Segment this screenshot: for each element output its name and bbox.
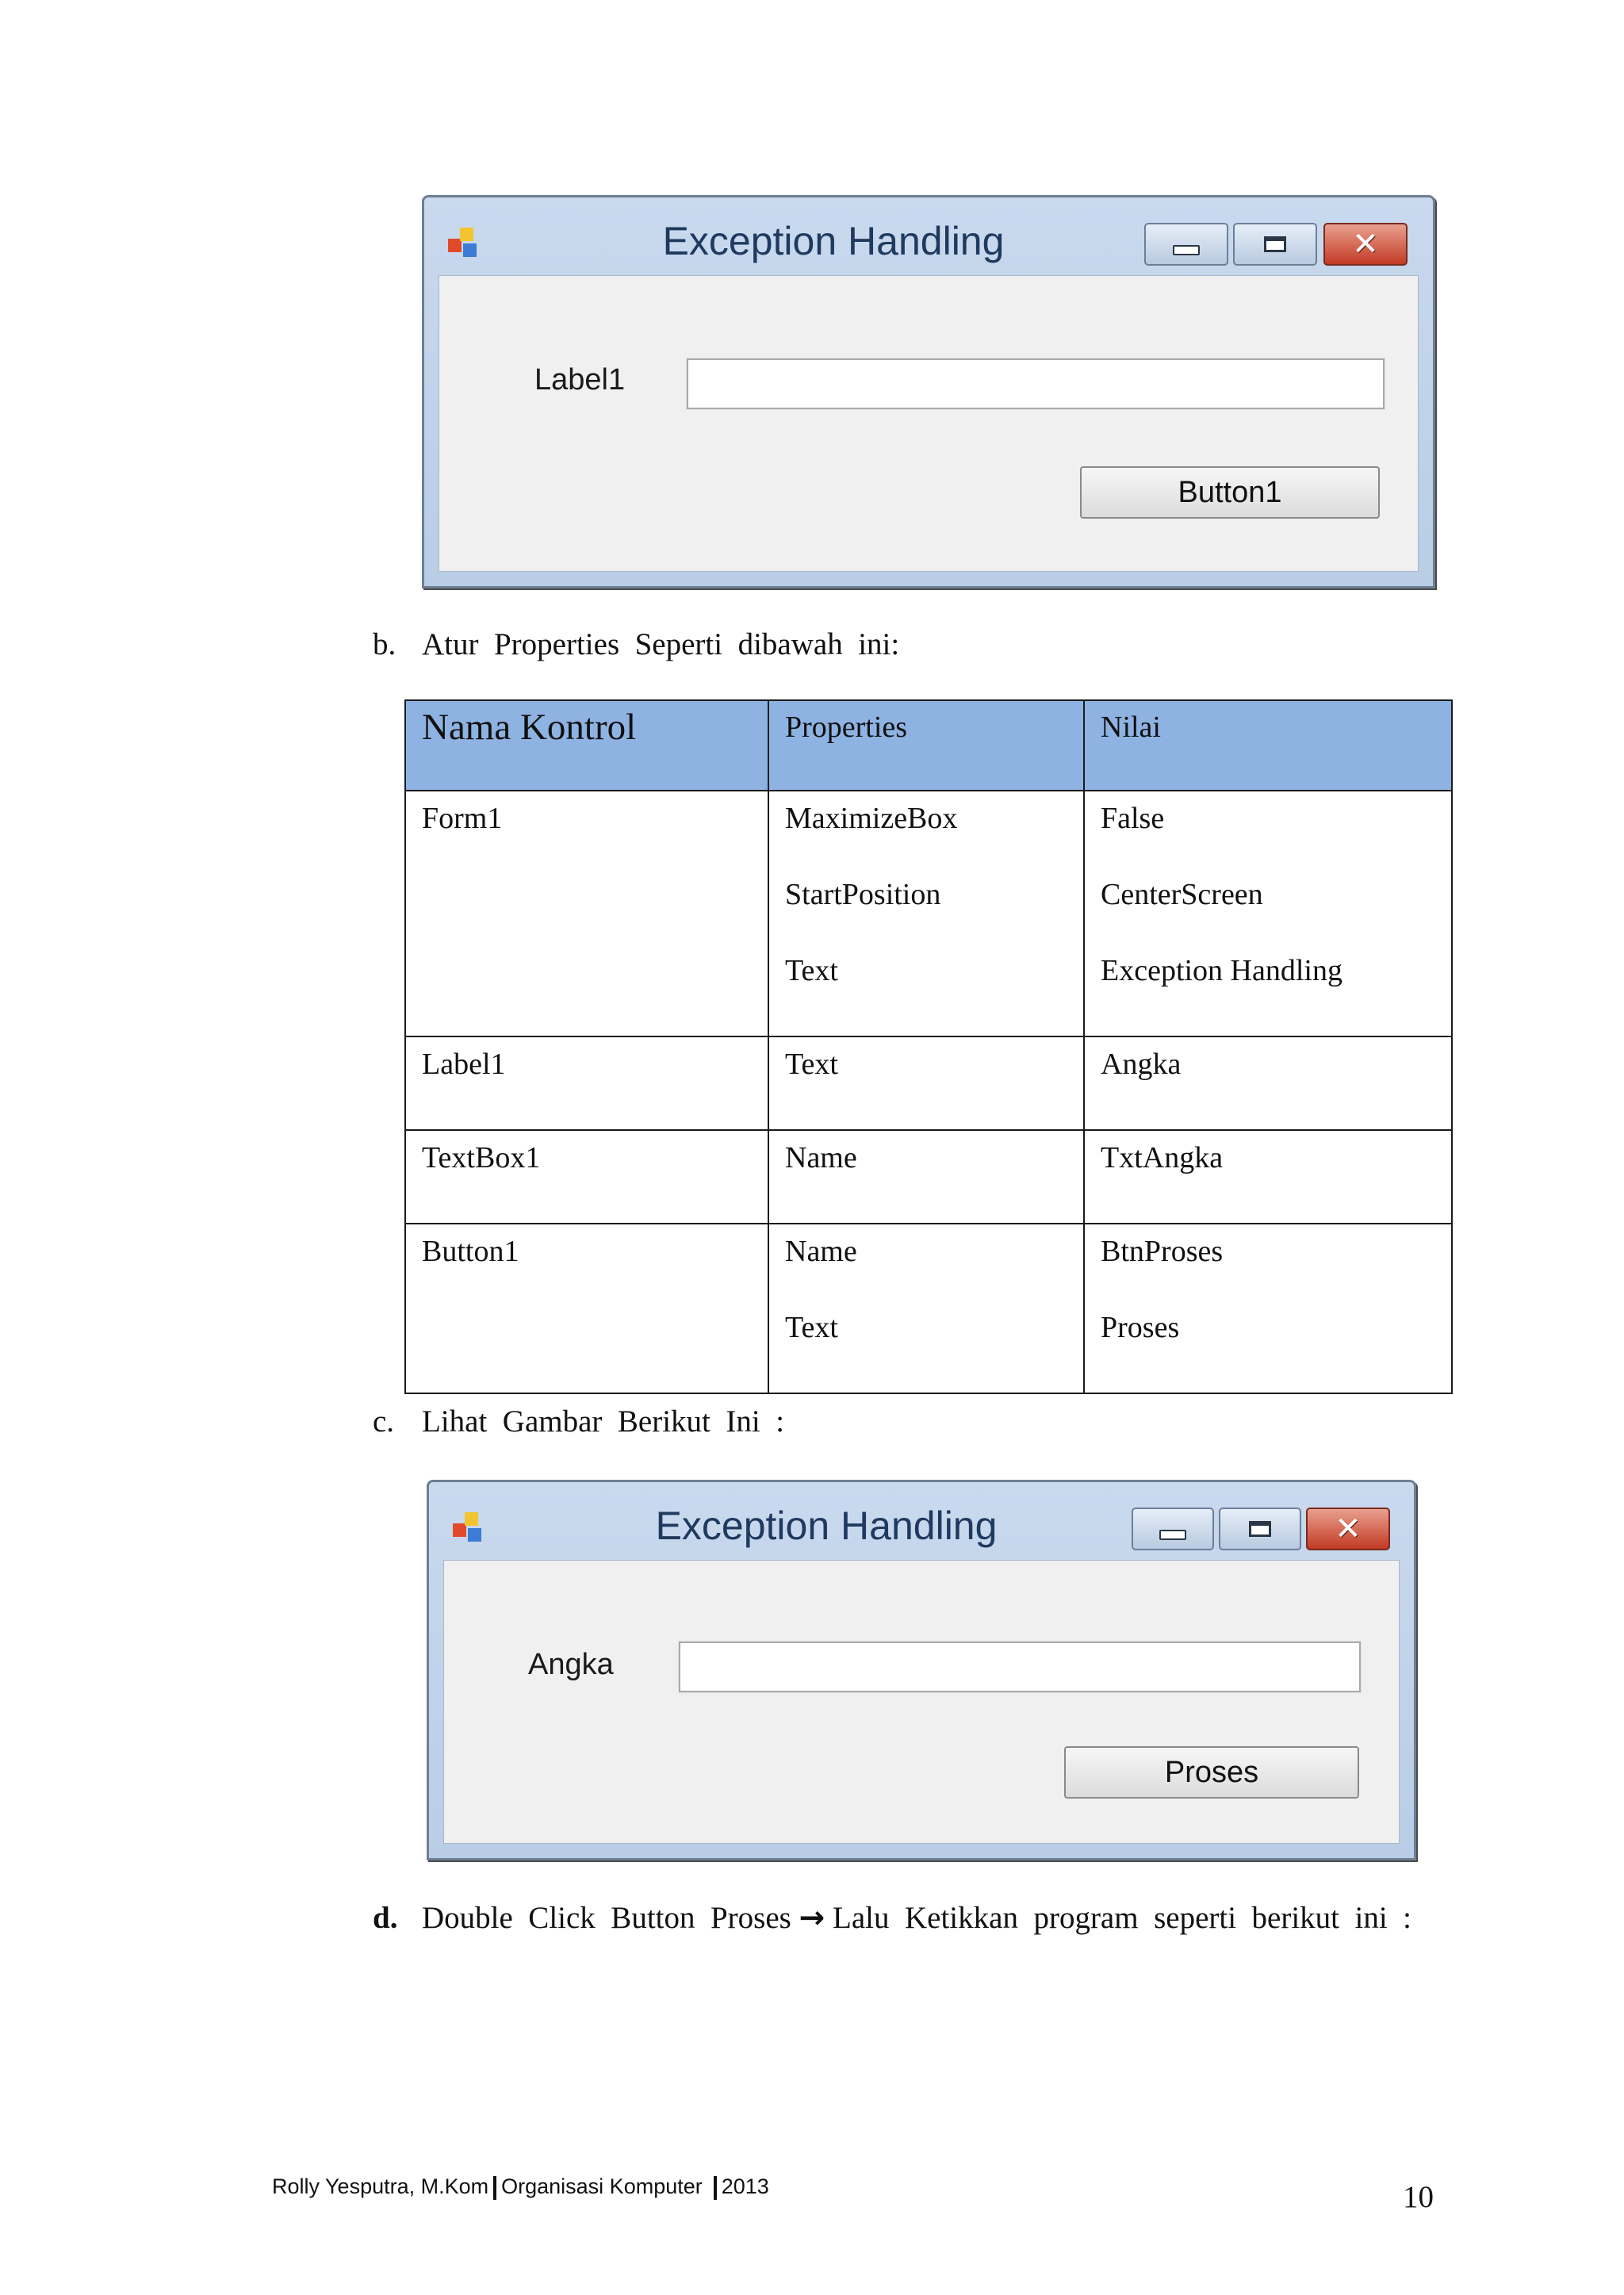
- property-name: Text: [785, 954, 838, 987]
- step-c-text: Lihat Gambar Berikut Ini :: [422, 1404, 785, 1439]
- property-value: Proses: [1101, 1311, 1180, 1344]
- values-cell: [1084, 1224, 1452, 1393]
- header-nilai: Nilai: [1084, 700, 1452, 791]
- properties-cell: [768, 1036, 1084, 1130]
- close-icon: ✕: [1352, 226, 1379, 262]
- property-name: Name: [785, 1235, 857, 1268]
- label1: Label1: [534, 363, 626, 397]
- values-cell: [1084, 791, 1452, 1036]
- property-name: MaximizeBox: [785, 802, 958, 835]
- properties-cell: [768, 1224, 1084, 1393]
- header-properties: Properties: [768, 700, 1084, 791]
- form-client-area: [443, 1560, 1400, 1844]
- label-angka: Angka: [528, 1648, 614, 1681]
- property-value: BtnProses: [1101, 1235, 1224, 1268]
- form-designer-window-1: [422, 195, 1435, 588]
- minimize-icon: [1159, 1530, 1186, 1540]
- step-d-text-before: Double Click Button Proses: [422, 1901, 791, 1935]
- values-cell: [1084, 1130, 1452, 1224]
- property-value: TxtAngka: [1101, 1141, 1224, 1174]
- window-title: Exception Handling: [662, 219, 1005, 263]
- minimize-button[interactable]: [1144, 223, 1228, 266]
- properties-table: [404, 699, 1453, 1394]
- control-cell: [405, 1130, 768, 1224]
- close-button[interactable]: [1306, 1508, 1390, 1550]
- control-name: Form1: [422, 802, 503, 835]
- maximize-icon: [1264, 236, 1286, 252]
- footer-separator: [714, 2176, 717, 2200]
- control-cell: [405, 1036, 768, 1130]
- table-header-row: [405, 700, 1452, 791]
- properties-cell: [768, 791, 1084, 1036]
- step-c: [373, 1404, 784, 1439]
- control-name: TextBox1: [422, 1141, 541, 1174]
- proses-button[interactable]: Proses: [1064, 1746, 1359, 1799]
- arrow-right-icon: →: [799, 1900, 825, 1936]
- step-d-marker: d.: [373, 1901, 398, 1935]
- minimize-button[interactable]: [1132, 1508, 1214, 1550]
- footer-separator: [493, 2176, 496, 2200]
- maximize-icon: [1249, 1521, 1271, 1537]
- control-name: Label1: [422, 1048, 506, 1081]
- property-value: Exception Handling: [1101, 954, 1342, 987]
- title-bar: [429, 1482, 1414, 1560]
- property-name: Text: [785, 1311, 838, 1344]
- property-name: StartPosition: [785, 878, 941, 911]
- textbox1[interactable]: [687, 358, 1385, 409]
- step-d: [373, 1900, 1411, 1936]
- control-name: Button1: [422, 1235, 519, 1268]
- footer-author: Rolly Yesputra, M.Kom: [272, 2174, 489, 2198]
- step-b-marker: b.: [373, 627, 396, 661]
- property-value: CenterScreen: [1101, 878, 1263, 911]
- maximize-button[interactable]: [1219, 1508, 1301, 1550]
- step-b: [373, 626, 899, 662]
- values-cell: [1084, 1036, 1452, 1130]
- form-client-area: [439, 275, 1419, 572]
- page-footer: [272, 2174, 769, 2200]
- button1[interactable]: Button1: [1080, 466, 1380, 519]
- control-cell: [405, 1224, 768, 1393]
- property-name: Text: [785, 1048, 838, 1081]
- close-button[interactable]: [1323, 223, 1408, 266]
- minimize-icon: [1173, 245, 1200, 255]
- footer-year: 2013: [721, 2174, 769, 2198]
- table-row: [405, 1224, 1452, 1393]
- table-row: [405, 791, 1452, 1036]
- title-bar: [424, 197, 1433, 275]
- table-row: [405, 1130, 1452, 1224]
- footer-course: Organisasi Komputer: [501, 2174, 703, 2198]
- page-number: 10: [1403, 2180, 1434, 2214]
- table-row: [405, 1036, 1452, 1130]
- step-d-text-after: Lalu Ketikkan program seperti berikut ini :: [833, 1901, 1412, 1935]
- control-cell: [405, 791, 768, 1036]
- property-value: Angka: [1101, 1048, 1182, 1081]
- close-icon: ✕: [1335, 1511, 1362, 1547]
- properties-cell: [768, 1130, 1084, 1224]
- property-value: False: [1101, 802, 1165, 835]
- form-designer-window-2: [427, 1480, 1416, 1860]
- step-b-text: Atur Properties Seperti dibawah ini:: [422, 627, 900, 661]
- maximize-button[interactable]: [1233, 223, 1317, 266]
- textbox-txtangka[interactable]: [679, 1642, 1361, 1692]
- header-nama-kontrol: Nama Kontrol: [405, 700, 768, 791]
- property-name: Name: [785, 1141, 857, 1174]
- window-title: Exception Handling: [655, 1504, 998, 1548]
- step-c-marker: c.: [373, 1404, 395, 1439]
